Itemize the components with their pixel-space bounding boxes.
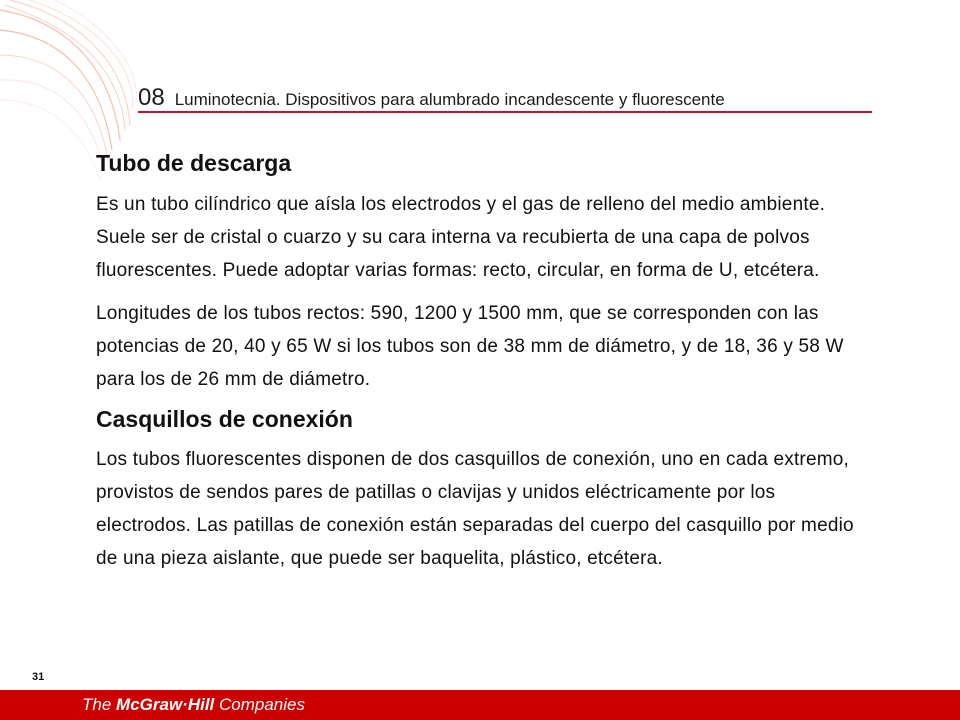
mcgraw-hill-logo [82, 695, 305, 715]
footer-bar [0, 690, 960, 720]
chapter-title: Luminotecnia. Dispositivos para alumbrado incandescente y fluorescente [174, 90, 725, 109]
logo-suffix: Companies [214, 695, 305, 714]
chapter-number: 08 [138, 84, 165, 111]
page-number: 31 [32, 671, 45, 683]
logo-prefix: The [82, 695, 117, 714]
section-paragraph: Longitudes de los tubos rectos: 590, 1200 y 1500 mm, que se corresponden con las potencias de 20, 40 y 65 W si los tubos son de 38 mm de diámetro, y de 18, 36 y 58 W para los de 26 mm de diámetro. [96, 302, 844, 390]
section-paragraph: Es un tubo cilíndrico que aísla los electrodos y el gas de relleno del medio ambiente. Suele ser de cristal o cuarzo y su cara interna va recubierta de una capa de polvos fluorescentes. Puede adoptar varias formas: recto, circular, en forma de U, etcétera. [96, 193, 826, 281]
header-divider [138, 111, 872, 113]
slide-content [96, 150, 856, 585]
section-paragraph: Los tubos fluorescentes disponen de dos casquillos de conexión, uno en cada extremo, provistos de sendos pares de patillas o clavijas y unidos eléctricamente por los electrodos. Las patillas de conexión están separadas del cuerpo del casquillo por medio de una pieza aislante, que puede ser baquelita, plástico, etcétera. [96, 449, 854, 570]
logo-brand: McGraw·Hill [116, 695, 215, 714]
slide-header [138, 84, 872, 112]
section-title-tubo-de-descarga: Tubo de descarga [96, 150, 292, 176]
section-title-casquillos-de-conexion: Casquillos de conexión [96, 405, 353, 432]
